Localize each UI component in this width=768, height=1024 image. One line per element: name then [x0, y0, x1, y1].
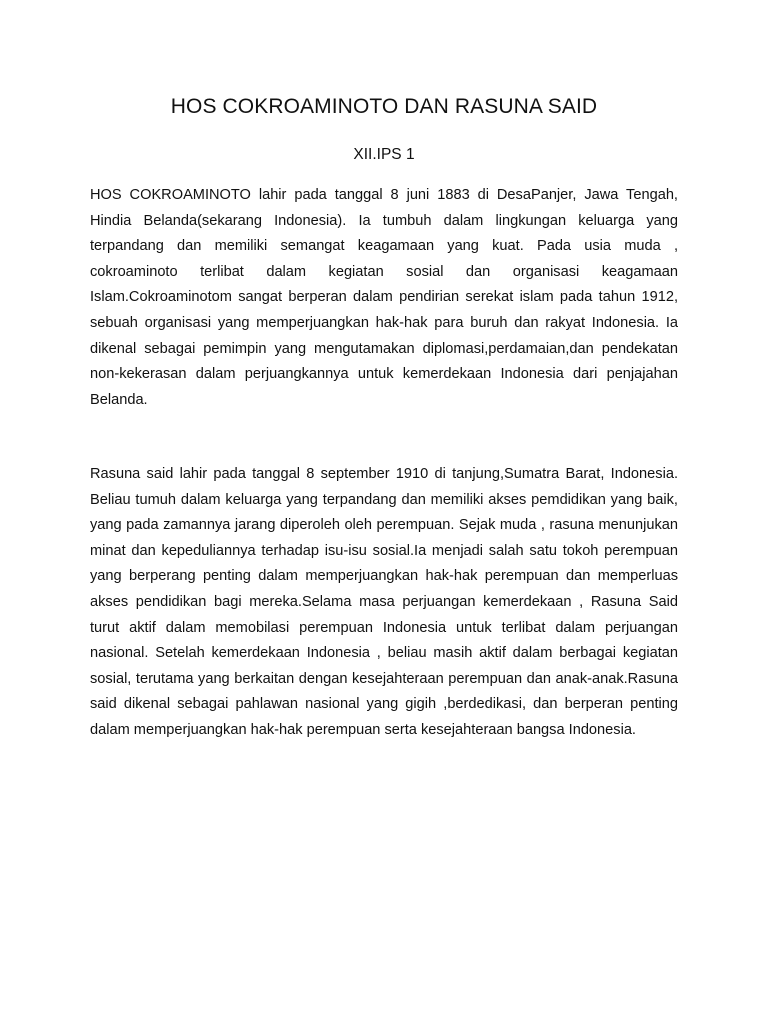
- document-title: HOS COKROAMINOTO DAN RASUNA SAID: [170, 95, 598, 118]
- paragraph-cokroaminoto: HOS COKROAMINOTO lahir pada tanggal 8 juni 1883 di DesaPanjer, Jawa Tengah, Hindia Belanda(sekarang Indonesia). Ia tumbuh dalam lingkungan keluarga yang terpandang dan memiliki semangat keagamaan yang kuat. Pada usia muda , cokroaminoto terlibat dalam kegiatan sosial dan organisasi keagamaan Islam.Cokroaminotom sangat berperan dalam pendirian serekat islam pada tahun 1912, sebuah organisasi yang memperjuangkan hak-hak para buruh dan rakyat Indonesia. Ia dikenal sebagai pemimpin yang mengutamakan diplomasi,perdamaian,dan pendekatan non-kekerasan dalam perjuangkannya untuk kemerdekaan Indonesia dari penjajahan Belanda.: [90, 187, 678, 408]
- paragraph-rasuna-said: Rasuna said lahir pada tanggal 8 september 1910 di tanjung,Sumatra Barat, Indonesia. Beliau tumuh dalam keluarga yang terpandang dan memiliki akses pemdidikan yang baik, yang pada zamannya jarang diperoleh oleh perempuan. Sejak muda , rasuna menunjukan minat dan kepeduliannya terhadap isu-isu sosial.Ia menjadi salah satu tokoh perempuan yang berperang penting dalam memperjuangkan hak-hak perempuan dan memperluas akses pendidikan bagi mereka.Selama masa perjuangan kemerdekaan , Rasuna Said turut aktif dalam memobilasi perempuan Indonesia untuk terlibat dalam perjuangan nasional. Setelah kemerdekaan Indonesia , beliau masih aktif dalam berbagai kegiatan sosial, terutama yang berkaitan dengan kesejahteraan perempuan dan anak-anak.Rasuna said dikenal sebagai pahlawan nasional yang gigih ,berdedikasi, dan berperan penting dalam memperjuangkan hak-hak perempuan serta kesejahteraan bangsa Indonesia.: [90, 466, 678, 738]
- document-subtitle: XII.IPS 1: [353, 146, 415, 163]
